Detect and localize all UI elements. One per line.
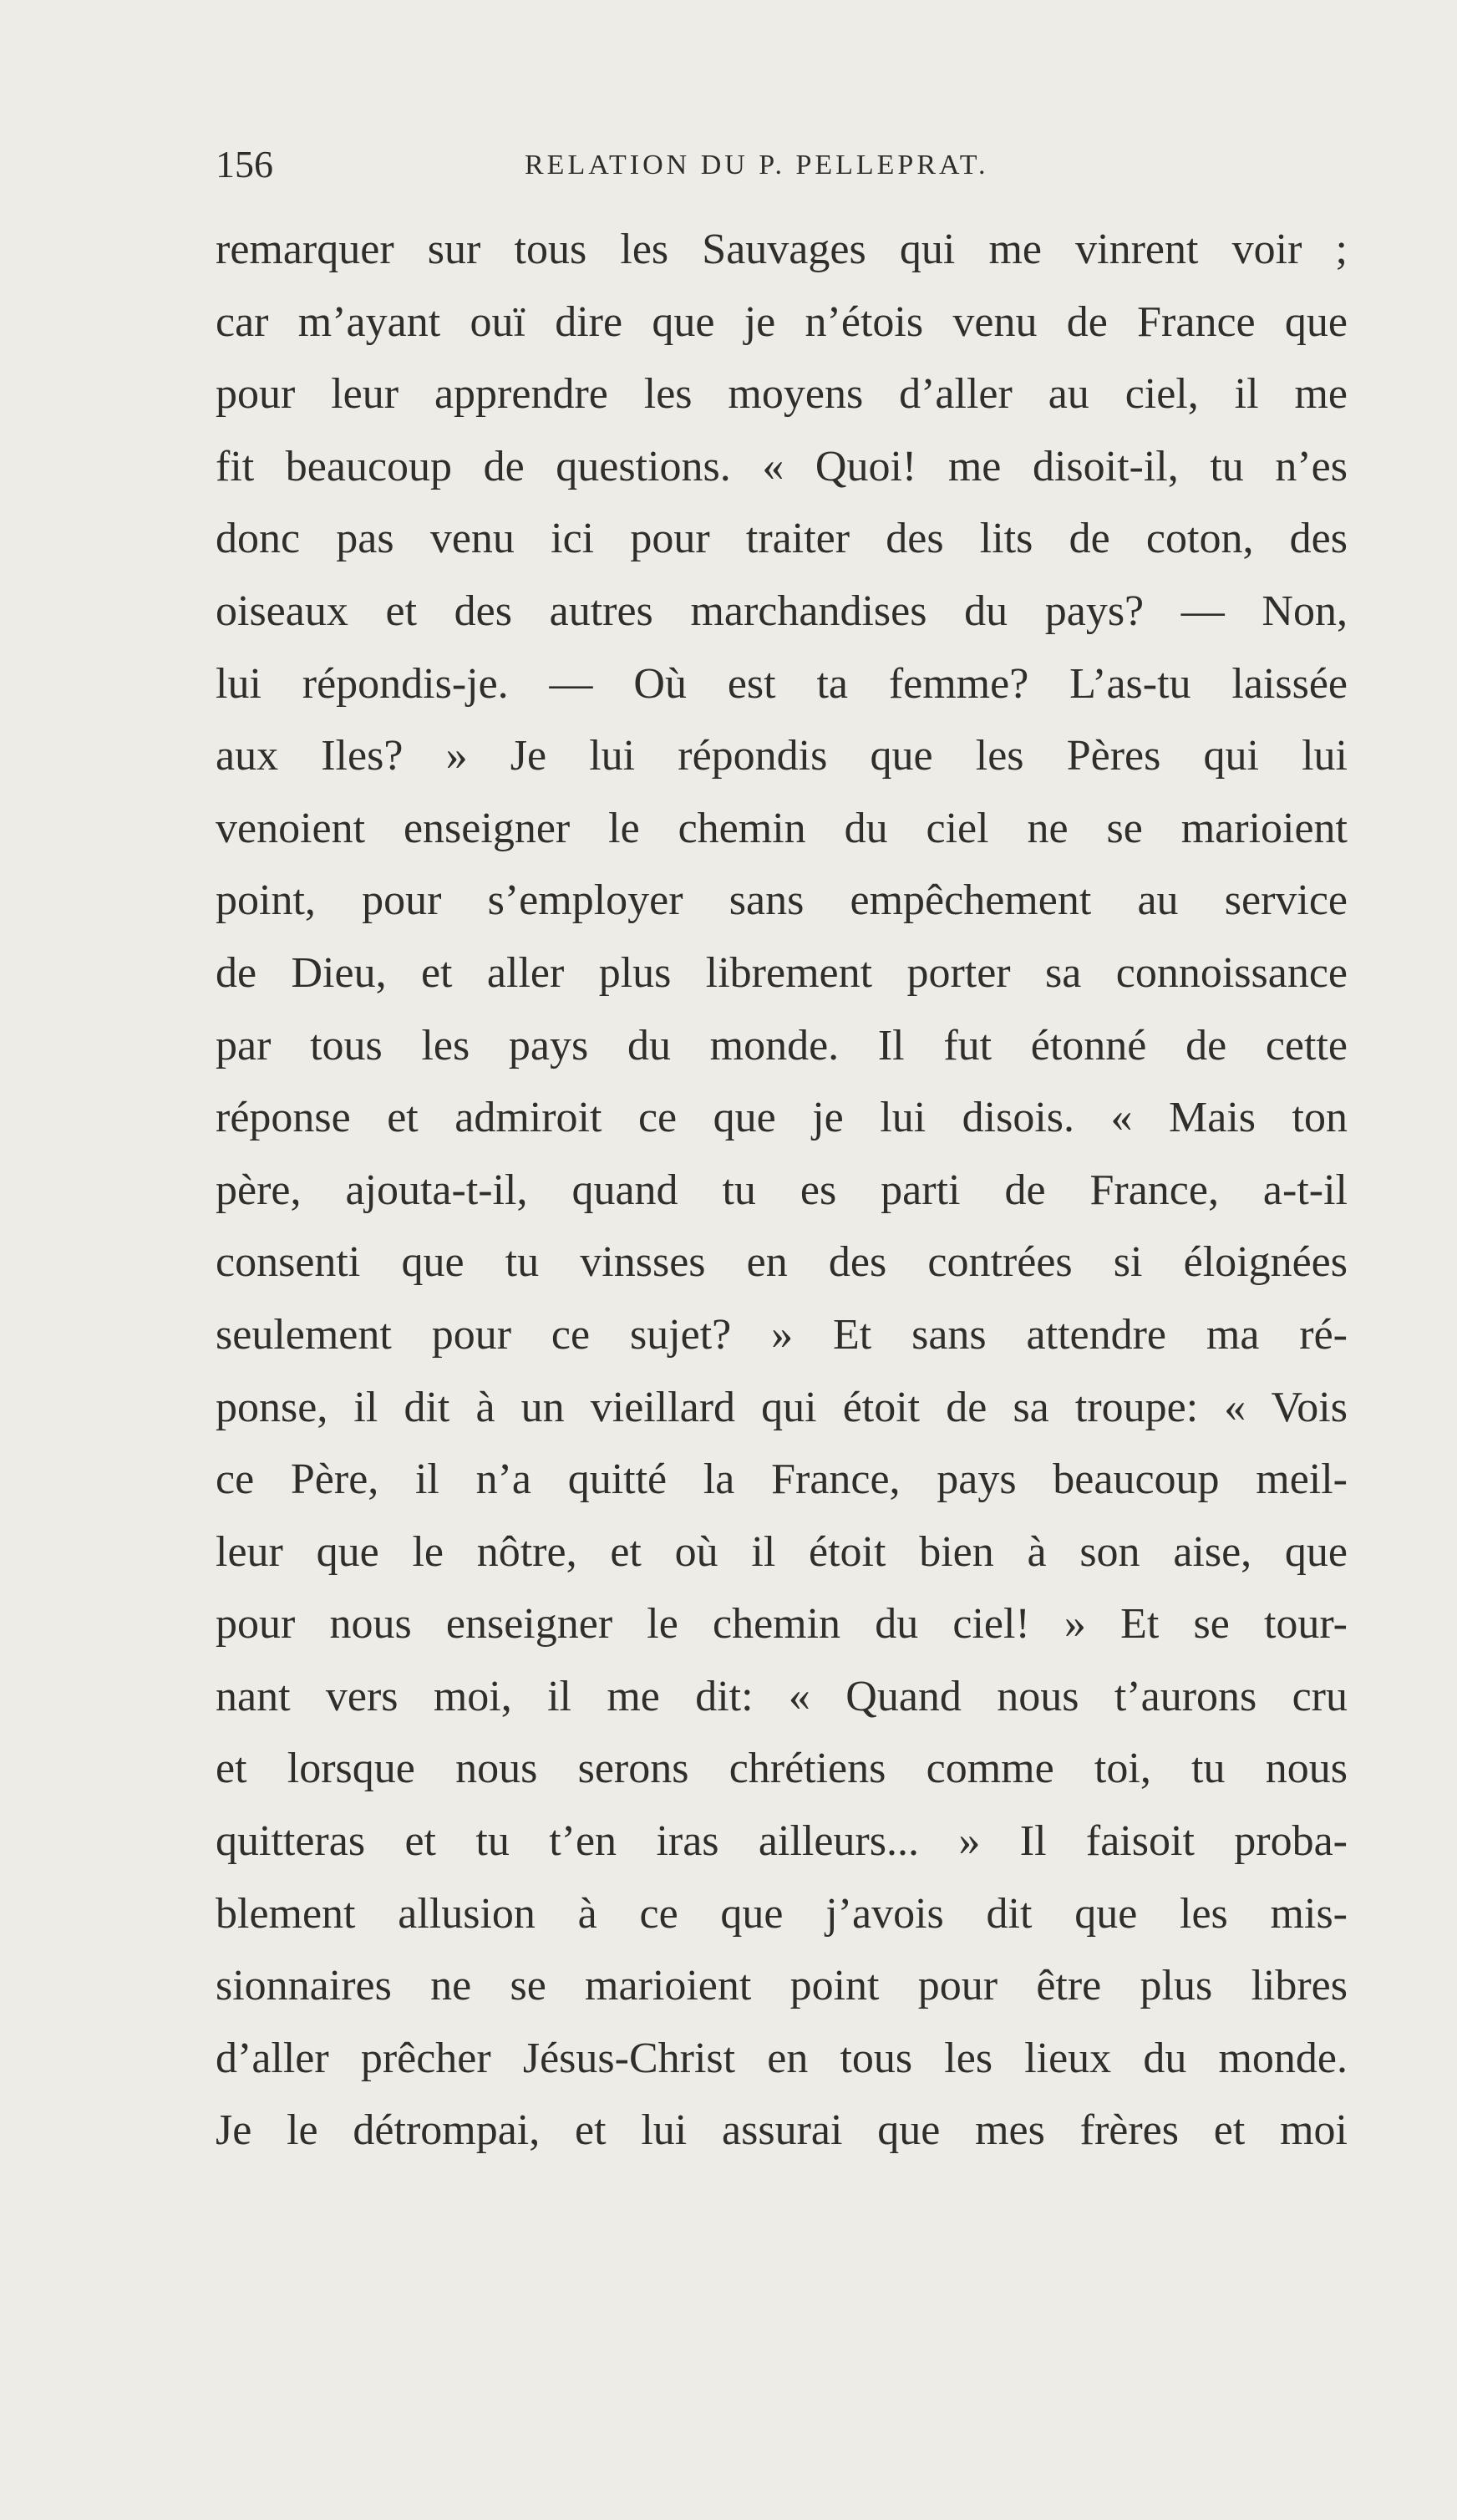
text-line: d’aller prêcher Jésus-Christ en tous les lieux du monde. xyxy=(216,2034,1348,2082)
text-line: lui répondis-je. — Où est ta femme? L’as-tu laissée xyxy=(216,659,1348,708)
running-title: RELATION DU P. PELLEPRAT. xyxy=(525,150,989,180)
text-line: aux Iles? » Je lui répondis que les Pères qui lui xyxy=(216,732,1348,780)
text-line: et lorsque nous serons chrétiens comme toi, tu nous xyxy=(216,1745,1348,1793)
text-line: point, pour s’employer sans empêchement au service xyxy=(216,876,1348,925)
text-line: blement allusion à ce que j’avois dit que les mis- xyxy=(216,1889,1348,1938)
text-line: leur que le nôtre, et où il étoit bien à son aise, que xyxy=(216,1527,1348,1576)
text-line: pour leur apprendre les moyens d’aller au ciel, il me xyxy=(216,370,1348,419)
text-line: réponse et admiroit ce que je lui disois. « Mais ton xyxy=(216,1094,1348,1142)
text-line: père, ajouta-t-il, quand tu es parti de France, a-t-il xyxy=(216,1166,1348,1214)
text-line: seulement pour ce sujet? » Et sans attendre ma ré- xyxy=(216,1310,1348,1359)
body-text xyxy=(216,214,1348,2167)
text-line: remarquer sur tous les Sauvages qui me vinrent voir ; xyxy=(216,226,1348,273)
text-line: venoient enseigner le chemin du ciel ne se marioient xyxy=(216,804,1348,852)
text-line: sionnaires ne se marioient point pour être plus libres xyxy=(216,1962,1348,2010)
text-line: consenti que tu vinsses en des contrées si éloignées xyxy=(216,1238,1348,1287)
text-line: nant vers moi, il me dit: « Quand nous t’aurons cru xyxy=(216,1672,1348,1720)
text-line: pour nous enseigner le chemin du ciel! » Et se tour- xyxy=(216,1600,1348,1649)
text-line: fit beaucoup de questions. « Quoi! me disoit-il, tu n’es xyxy=(216,442,1348,490)
text-line: oiseaux et des autres marchandises du pays? — Non, xyxy=(216,587,1348,635)
text-line: par tous les pays du monde. Il fut étonné de cette xyxy=(216,1021,1348,1069)
text-line: quitteras et tu t’en iras ailleurs... » Il faisoit proba- xyxy=(216,1817,1348,1866)
text-line: ce Père, il n’a quitté la France, pays beaucoup meil- xyxy=(216,1456,1348,1504)
text-line: ponse, il dit à un vieillard qui étoit de sa troupe: « Vois xyxy=(216,1383,1348,1431)
text-line: de Dieu, et aller plus librement porter sa connoissance xyxy=(216,948,1348,997)
page-number: 156 xyxy=(216,143,273,185)
text-line: car m’ayant ouï dire que je n’étois venu de France que xyxy=(216,297,1348,346)
text-line: donc pas venu ici pour traiter des lits de coton, des xyxy=(216,515,1348,563)
text-line: Je le détrompai, et lui assurai que mes frères et moi xyxy=(216,2106,1348,2155)
running-header xyxy=(216,144,1348,185)
